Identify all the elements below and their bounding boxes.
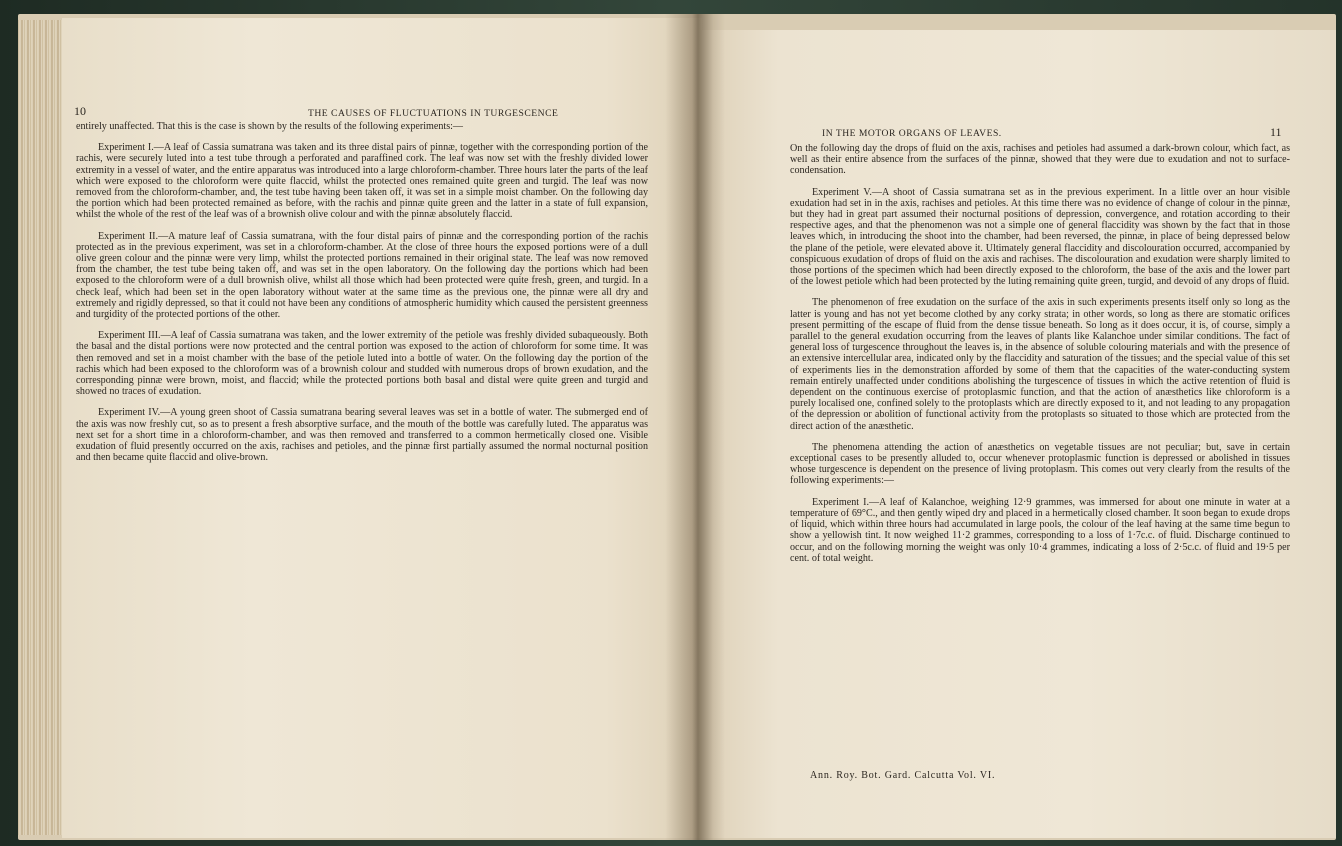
right-paragraph-4: The phenomena attending the action of anæsthetics on vegetable tissues are not peculiar; but, save in certain exceptional cases to be presently alluded to, occur whenever protoplasmic function is depressed or abolished in tissues whose turgescence is dependent on the presence of living protoplasm. This comes out very clearly from the results of the following experiments:— xyxy=(790,441,1290,487)
book-spine-shadow xyxy=(665,14,725,840)
left-paragraph-4: Experiment III.—A leaf of Cassia sumatrana was taken, and the lower extremity of the petiole was freshly divided subaqueously. Both the basal and the distal portions were now protected and the central portion was exposed to the action of chloroform for some time. It was then removed and set in a moist chamber with the base of the petiole luted into a bottle of water. On the following day the portion of the rachis which had been exposed to the chloroform was of a brownish colour and studded with numerous drops of brown exudation, and the corresponding pinnæ were brown, moist, and flaccid; while the protected portions both basal and distal were quite green and turgid and showed no traces of exudation. xyxy=(76,330,648,398)
right-paragraph-2: Experiment V.—A shoot of Cassia sumatrana set as in the previous experiment. In a little over an hour visible exudation had set in in the axis, rachises and petioles. At this time there was no evidence of change of colour in the pinnæ, but they had in great part assumed their nocturnal positions of depression, convergence, and rotation according to their respective ages, and that the phenomenon was not a simple one of general flaccidity was shown by the fact that in those leaves which, in introducing the shoot into the chamber, had been reversed, the pinnæ, in place of being depressed below the plane of the petiole, were elevated above it. Ultimately general flaccidity and discolouration occurred, accompanied by conspicuous exudation of drops of fluid on the axis and rachises. The discolouration and exudation were sharply limited to those portions of the specimen which had been directly exposed to the chloroform, the base of the axis and the lower part of the lowest petiole which had been protected by the luting remaining quite green, turgid, and devoid of any drops of fluid. xyxy=(790,186,1290,288)
left-paragraph-5: Experiment IV.—A young green shoot of Cassia sumatrana bearing several leaves was set in a bottle of water. The submerged end of the axis was now freshly cut, so as to present a fresh absorptive surface, and the mouth of the bottle was carefully luted. The apparatus was next set for a short time in a chloroform-chamber, and was then removed and transferred to a common hermetically closed one. Visible exudation of fluid presently occurred on the axis, rachises and petioles, and the pinnæ first partially assumed the normal nocturnal position and then became quite flaccid and olive-brown. xyxy=(76,407,648,464)
left-paragraph-3: Experiment II.—A mature leaf of Cassia sumatrana, with the four distal pairs of pinnæ and the corresponding portion of the rachis protected as in the previous experiment, was set in a chloroform-chamber. At the close of three hours the exposed portions were of a dull olive green colour and the pinnæ were very limp, whilst the protected portions remained in their original state. The leaf was now removed from the chamber, the test tube being taken off, and was set in the open laboratory. On the following day the portions which had been exposed to the chloroform were of a dull brownish olive, whilst all those which had been protected were quite fresh, green, and turgid. In a check leaf, which had been set in the open laboratory without water at the same time as the previous one, the pinnæ were all dry and extremely and rigidly depressed, so that it could not have been any conditions of atmospheric humidity which caused the persistent greenness and turgidity of the protected portions of the other. xyxy=(76,230,648,321)
right-paragraph-3: The phenomenon of free exudation on the surface of the axis in such experiments presents itself only so long as the latter is young and has not yet become clothed by any corky strata; in other words, so long as there are stomatic orifices present permitting of the escape of fluid from the dense tissue beneath. So long as it does occur, it is, of course, simply a parallel to the general exudation occurring from the leaves of plants like Kalanchoe under similar conditions. The fact of general loss of turgescence throughout the leaves is, in the absence of soluble colouring materials and with the presence of an extensive intercellular area, indicated only by the flaccidity and saturation of the tissues; and the special value of this set of experiments lies in the demonstration afforded by some of them that the capacities of the water-conducting system remain entirely unaffected under conditions abolishing the turgescence of tissues in which the active retention of fluid is dependent on the continuous exercise of protoplasmic function, and that the action of anæsthetics like chloroform is a purely localised one, confined solely to the protoplasts which are directly exposed to it, and not leading to any propagation of the depression or abolition of functional activity from the protoplasts so situated to those which are protected from the direct action of the anæsthetic. xyxy=(790,297,1290,432)
right-paragraph-5: Experiment I.—A leaf of Kalanchoe, weighing 12·9 grammes, was immersed for about one minute in water at a temperature of 69°C., and then gently wiped dry and placed in a hermetically closed chamber. It soon began to exude drops of liquid, which within three hours had accumulated in large pools, the colour of the leaf having at the same time begun to show a yellowish tint. It now weighed 11·2 grammes, corresponding to a loss of 1·7c.c. of fluid. Discharge continued to occur, and on the following morning the weight was only 10·4 grammes, indicating a loss of 2·5c.c. of fluid and 19·5 per cent. of total weight. xyxy=(790,496,1290,564)
right-running-head: IN THE MOTOR ORGANS OF LEAVES. xyxy=(822,128,1002,139)
right-paragraph-1: On the following day the drops of fluid on the axis, rachises and petioles had assumed a dark-brown colour, which fact, as well as their entire absence from the surfaces of the pinnæ, showed that they were due to exudation and not to surface-condensation. xyxy=(790,143,1290,177)
left-page-number: 10 xyxy=(74,104,86,118)
left-page xyxy=(62,18,702,838)
right-body-text xyxy=(790,143,1290,564)
journal-footer: Ann. Roy. Bot. Gard. Calcutta Vol. VI. xyxy=(810,770,996,781)
left-paragraph-2: Experiment I.—A leaf of Cassia sumatrana was taken and its three distal pairs of pinnæ, together with the corresponding portion of the rachis, were securely luted into a test tube through a perforated and paraffined cork. The leaf was now set with the freshly divided lower extremity in a vessel of water, and the entire apparatus was introduced into a large chloroform-chamber. Three hours later the parts of the leaf which were exposed to the chloroform were quite flaccid, whilst the protected ones remained quite green and turgid. The leaf was now removed from the chloroform-chamber, and, the test tube having been taken off, it was set in a simple moist chamber. On the following day the portion which had been protected remained as before, with the rachis and pinnæ quite green and the latter in a state of full expansion, whilst the whole of the rest of the leaf was of a brownish olive colour and with the pinnæ absolutely flaccid. xyxy=(76,142,648,221)
left-running-head: THE CAUSES OF FLUCTUATIONS IN TURGESCENCE xyxy=(308,108,559,119)
right-page xyxy=(702,30,1336,838)
left-body-text xyxy=(76,121,648,463)
left-paragraph-1: entirely unaffected. That this is the case is shown by the results of the following experiments:— xyxy=(76,121,464,132)
right-page-number: 11 xyxy=(1270,125,1282,139)
